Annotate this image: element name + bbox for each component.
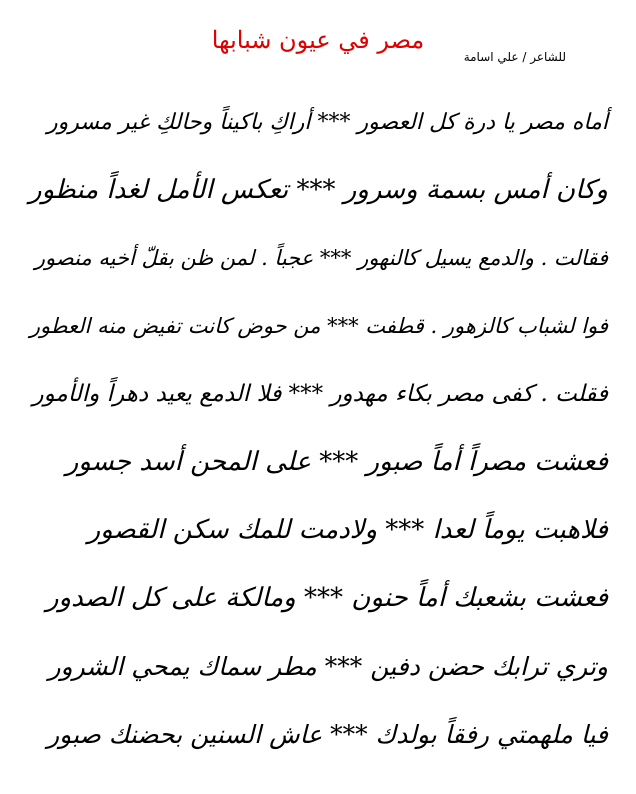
verse-line: وتري ترابك حضن دفين *** مطر سماك يمحي الشرور xyxy=(48,651,608,681)
verse-line: فلاهبت يوماً لعدا *** ولادمت للمك سكن القصور xyxy=(87,515,608,545)
verse-line: فقالت . والدمع يسيل كالنهور *** عجباً . لمن ظن بقلّ أخيه منصور xyxy=(34,246,608,270)
poem-author: للشاعر / علي اسامة xyxy=(463,50,566,64)
verse-line: فوا لشباب كالزهور . قطفت *** من حوض كانت تفيض منه العطور xyxy=(29,314,608,338)
verse-line: فعشت بشعبك أماً حنون *** ومالكة على كل الصدور xyxy=(46,583,608,613)
verse-line: أماه مصر يا درة كل العصور *** أراكِ باكيناً وحالكِ غير مسرور xyxy=(47,109,608,135)
poem-title: مصر في عيون شبابها xyxy=(211,26,425,54)
verse-line: وكان أمس بسمة وسرور *** تعكس الأمل لغداً منظور xyxy=(29,175,608,205)
verse-line: فعشت مصراً أماً صبور *** على المحن أسد جسور xyxy=(65,447,608,477)
verse-line: فقلت . كفى مصر بكاء مهدور *** فلا الدمع يعيد دهراً والأمور xyxy=(32,381,608,407)
verse-line: فيا ملهمتي رفقاً بولدك *** عاش السنين بحضنك صبور xyxy=(47,719,608,749)
poem-body xyxy=(28,88,608,768)
